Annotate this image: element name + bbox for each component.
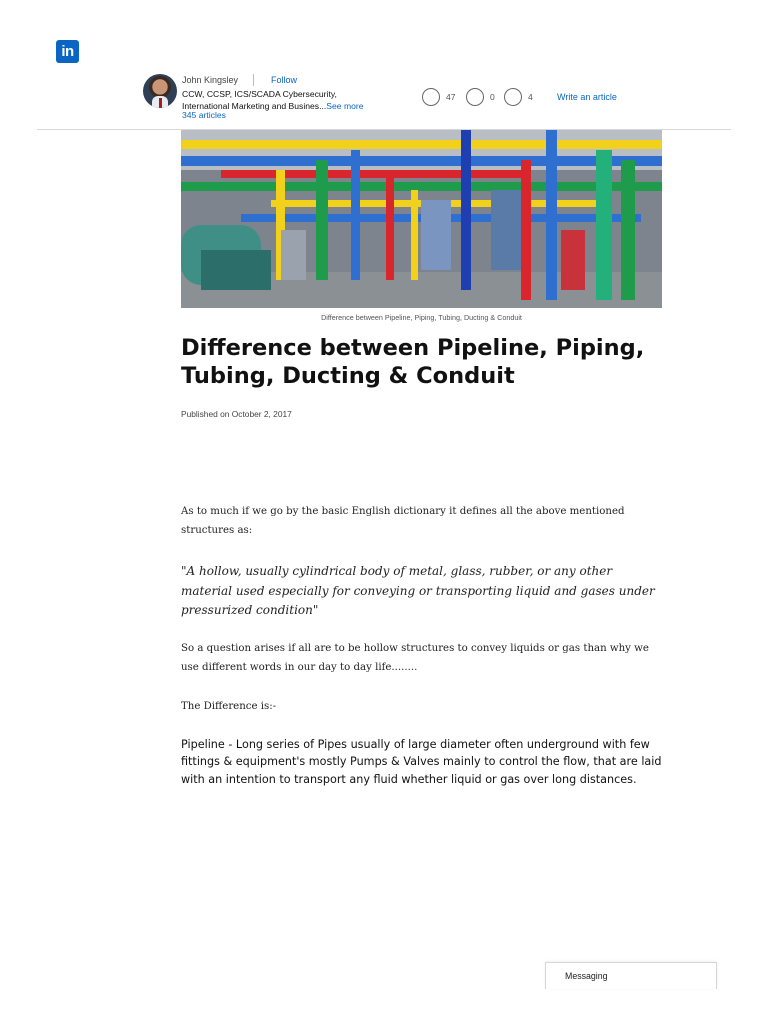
messaging-panel-button[interactable]: Messaging xyxy=(545,962,717,989)
author-avatar[interactable] xyxy=(143,74,177,108)
author-headline-line1: CCW, CCSP, ICS/SCADA Cybersecurity, xyxy=(182,89,337,99)
divider xyxy=(253,74,254,86)
author-bar xyxy=(0,70,768,130)
articles-count-link[interactable]: 345 articles xyxy=(182,110,226,120)
share-count: 4 xyxy=(528,92,533,102)
comment-icon xyxy=(466,88,484,106)
author-headline-line2: International Marketing and Busines... xyxy=(182,101,327,111)
article-title: Difference between Pipeline, Piping, Tubing, Ducting & Conduit xyxy=(181,335,645,389)
author-name[interactable]: John Kingsley xyxy=(182,75,239,85)
write-article-link[interactable]: Write an article xyxy=(557,92,617,102)
comment-count: 0 xyxy=(490,92,495,102)
linkedin-logo-icon[interactable]: in xyxy=(56,40,79,63)
follow-button[interactable]: Follow xyxy=(271,75,298,85)
hero-caption: Difference between Pipeline, Piping, Tubing, Ducting & Conduit xyxy=(321,313,522,322)
share-button[interactable] xyxy=(504,88,533,106)
share-icon xyxy=(504,88,522,106)
paragraph-difference-heading: The Difference is:- xyxy=(181,701,277,712)
paragraph-pipeline: Pipeline - Long series of Pipes usually of large diameter often underground with few fittings & equipment's mostly Pumps & Valves mainly to control the flow, that are laid with an intention to transport any fluid whether liquid or gas over long distances. xyxy=(181,738,662,786)
author-headline xyxy=(182,88,382,112)
like-icon xyxy=(422,88,440,106)
like-count: 47 xyxy=(446,92,456,102)
hero-image xyxy=(181,130,662,308)
paragraph-question: So a question arises if all are to be hollow structures to convey liquids or gas than why we use different words in our day to day life........ xyxy=(181,643,649,673)
hero-pipes-illustration xyxy=(181,130,662,308)
see-more-link[interactable]: See more xyxy=(326,101,364,111)
comment-button[interactable] xyxy=(466,88,495,106)
paragraph-intro: As to much if we go by the basic English dictionary it defines all the above mentioned structures as: xyxy=(181,506,625,536)
published-date: Published on October 2, 2017 xyxy=(181,409,292,419)
dictionary-quote: "A hollow, usually cylindrical body of metal, glass, rubber, or any other material used especially for conveying or transporting liquid and gases under pressurized condition" xyxy=(181,564,655,617)
like-button[interactable] xyxy=(422,88,455,106)
